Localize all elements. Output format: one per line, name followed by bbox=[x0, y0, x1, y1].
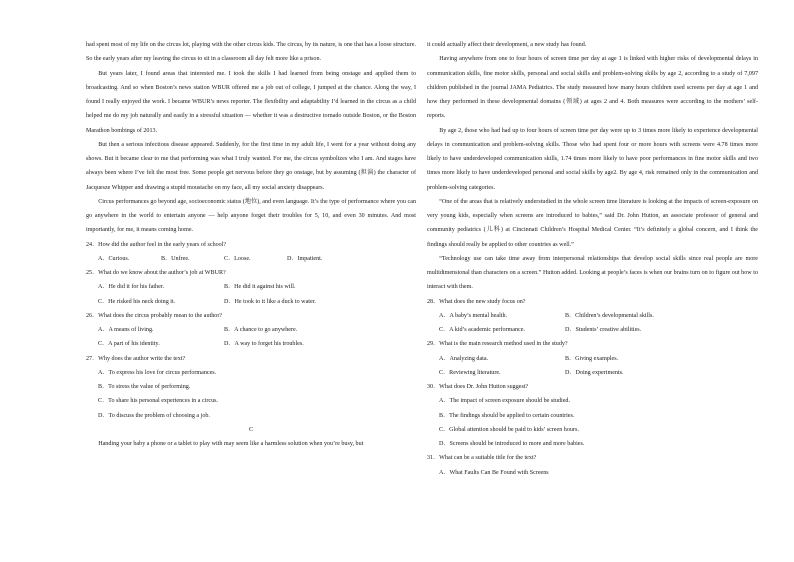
option-d[interactable]: D．Students’ creative abilities. bbox=[565, 327, 642, 333]
section-heading: C bbox=[248, 426, 254, 433]
option-c[interactable]: C．Reviewing literature. bbox=[439, 369, 501, 376]
option-c[interactable]: C．To share his personal experiences in a circus. bbox=[98, 398, 219, 405]
option-c[interactable]: C．A part of his identity. bbox=[98, 341, 160, 348]
option-a[interactable]: A．Curious. bbox=[98, 255, 130, 262]
question-30 bbox=[427, 380, 758, 451]
options-row bbox=[427, 323, 758, 337]
question-stem: 25．What do we know about the author’s job at WBUR? bbox=[86, 270, 226, 276]
options-row bbox=[427, 366, 758, 380]
question-27 bbox=[86, 352, 416, 423]
paragraph: But then a serious infectious disease appeared. Suddenly, for the first time in my adult life, I went for a year without doing any shows. But it became clear to me that performing was what I truly wanted. For me, the circus symbolizes who I am. And stages have always been where I’ve felt the most free. Some people get nervous before they go onstage, but by assuming (担演) the character of Jacquesze Whipper and drawing a stupid moustache on my face, all my social anxiety disappears. bbox=[86, 141, 416, 191]
options-row bbox=[86, 323, 416, 337]
question-stem: 26．What does the circus probably mean to the author? bbox=[86, 312, 223, 319]
option-a[interactable]: A．A means of living. bbox=[98, 327, 154, 333]
options-row bbox=[86, 337, 416, 351]
option-b[interactable]: B．The findings should be applied to certain countries. bbox=[439, 412, 575, 419]
option-d[interactable]: D．He took to it like a duck to water. bbox=[224, 298, 316, 305]
option-a[interactable]: A．The impact of screen exposure should be studied. bbox=[439, 398, 570, 405]
question-stem: 24．How did the author feel in the early years of school? bbox=[86, 241, 227, 248]
options-row bbox=[86, 295, 416, 309]
question-28 bbox=[427, 295, 758, 338]
question-stem: 30．What does Dr. John Hutton suggest? bbox=[427, 384, 529, 390]
option-b[interactable]: B．Unfree. bbox=[161, 255, 190, 262]
question-25 bbox=[86, 266, 416, 309]
options-row bbox=[86, 252, 416, 266]
paragraph: Circus performances go beyond age, socioeconomic status (地位), and even language. It’s the type of performance where you can go anywhere in the world to entertain anyone — help anyone forget their troubles for 5, 10, and even 30 minutes. And most importantly, for me, it means coming home. bbox=[86, 198, 416, 234]
question-stem: 29．What is the main research method used in the study? bbox=[427, 341, 568, 348]
option-c[interactable]: C．A kid’s academic performance. bbox=[439, 327, 525, 333]
options-row bbox=[427, 352, 758, 366]
paragraph: By age 2, those who had had up to four hours of screen time per day were up to 3 times more likely to experience developmental delays in communication and problem-solving skills. Those who had spent four or more hours with screens were 4.78 times more likely to have underdeveloped communication skills, 1.74 times more likely to have poor performances in fine motor skills and two times more likely to have underdeveloped personal and social skills by age2. By age 4, risk remained only in the communication and problem-solving categories. bbox=[427, 127, 758, 191]
option-c[interactable]: C．Global attention should be paid to kids’ screen hours. bbox=[439, 426, 579, 433]
passage-c-text bbox=[427, 38, 758, 295]
option-d[interactable]: D．Impatient. bbox=[287, 255, 323, 262]
option-d[interactable]: D．Screens should be introduced to more and more babies. bbox=[439, 441, 585, 447]
passage-b-text bbox=[86, 38, 416, 238]
question-stem: 27．Why does the author write the text? bbox=[86, 355, 186, 362]
option-a[interactable]: A．What Faults Can Be Found with Screens bbox=[439, 469, 549, 476]
option-a[interactable]: A．Analyzing data. bbox=[439, 355, 489, 362]
question-stem: 28．What does the new study focus on? bbox=[427, 298, 526, 305]
paragraph: “Technology use can take time away from interpersonal relationships that develop social skills since real people are more multidimensional than characters on a screen.” Hutton added. Looking at people’s faces is when our brains turn on to figure out how to interact with them. bbox=[427, 255, 758, 291]
left-column bbox=[86, 38, 416, 451]
option-b[interactable]: B．Children’s developmental skills. bbox=[565, 312, 654, 319]
paragraph: had spent most of my life on the circus lot, playing with the other circus kids. The circus, by its nature, is one that has a loose structure. So the early years after my leaving the circus to sit in a classroom all day felt more like a prison. bbox=[86, 42, 416, 63]
option-b[interactable]: B．To stress the value of performing. bbox=[98, 384, 191, 390]
paragraph: Handing your baby a phone or a tablet to play with may seem like a harmless solution when you’re busy, but bbox=[98, 441, 364, 447]
option-b[interactable]: B．Giving examples. bbox=[565, 355, 619, 362]
option-b[interactable]: B．He did it against his will. bbox=[224, 284, 296, 291]
options-row bbox=[427, 309, 758, 323]
option-d[interactable]: D．A way to forget his troubles. bbox=[224, 341, 304, 348]
options-row bbox=[86, 280, 416, 294]
paragraph: it could actually affect their development, a new study has found. bbox=[427, 42, 587, 48]
question-stem: 31．What can be a suitable title for the text? bbox=[427, 455, 537, 462]
paragraph: But years later, I found areas that interested me. I took the skills I had learned from being onstage and applied them to broadcasting. And so when Boston’s news station WBUR offered me a job out of college, I jumped at the chance. Along the way, I found I really enjoyed the work. I became WBUR’s news reporter. The flexibility and adaptability I’d learned in the circus as a child helped me do my job naturally and easily in a stressful situation — whether it was a destructive tornado outside Boston, or the Boston Marathon bombings of 2013. bbox=[86, 70, 416, 134]
option-d[interactable]: D．Doing experiments. bbox=[565, 369, 624, 376]
question-29 bbox=[427, 337, 758, 380]
option-c[interactable]: C．Loose. bbox=[224, 255, 251, 262]
question-26 bbox=[86, 309, 416, 352]
paragraph: Having anywhere from one to four hours of screen time per day at age 1 is linked with higher risks of developmental delays in communication skills, fine motor skills, personal and social skills and problem-solving skills by age 2, according to a study of 7,097 children published in the journal JAMA Pediatrics. The study measured how many hours children used screens per day at age 1 and how they performed in these developmental domains (领域) at ages 2 and 4. Both measures were according to the mothers’ self-reports. bbox=[427, 56, 758, 120]
right-column bbox=[427, 38, 758, 480]
option-a[interactable]: A．He did it for his father. bbox=[98, 284, 165, 291]
option-d[interactable]: D．To discuss the problem of choosing a job. bbox=[98, 412, 210, 419]
question-24 bbox=[86, 238, 416, 267]
option-b[interactable]: B．A chance to go anywhere. bbox=[224, 327, 298, 333]
option-a[interactable]: A．To express his love for circus performances. bbox=[98, 369, 217, 376]
option-a[interactable]: A．A baby’s mental health. bbox=[439, 312, 508, 319]
paragraph: “One of the areas that is relatively understudied in the whole screen time literature is looking at the impacts of screen-exposure on very young kids, especially when screens are introduced to babies,” said Dr. John Hutton, an associate professor of general and community pediatrics (儿科) at Cincinnati Children’s Hospital Medical Center. “It’s definitely a global concern, and I think the findings should really be applied to other countries as well.” bbox=[427, 198, 758, 248]
question-31 bbox=[427, 451, 758, 480]
option-c[interactable]: C．He risked his neck doing it. bbox=[98, 298, 176, 305]
